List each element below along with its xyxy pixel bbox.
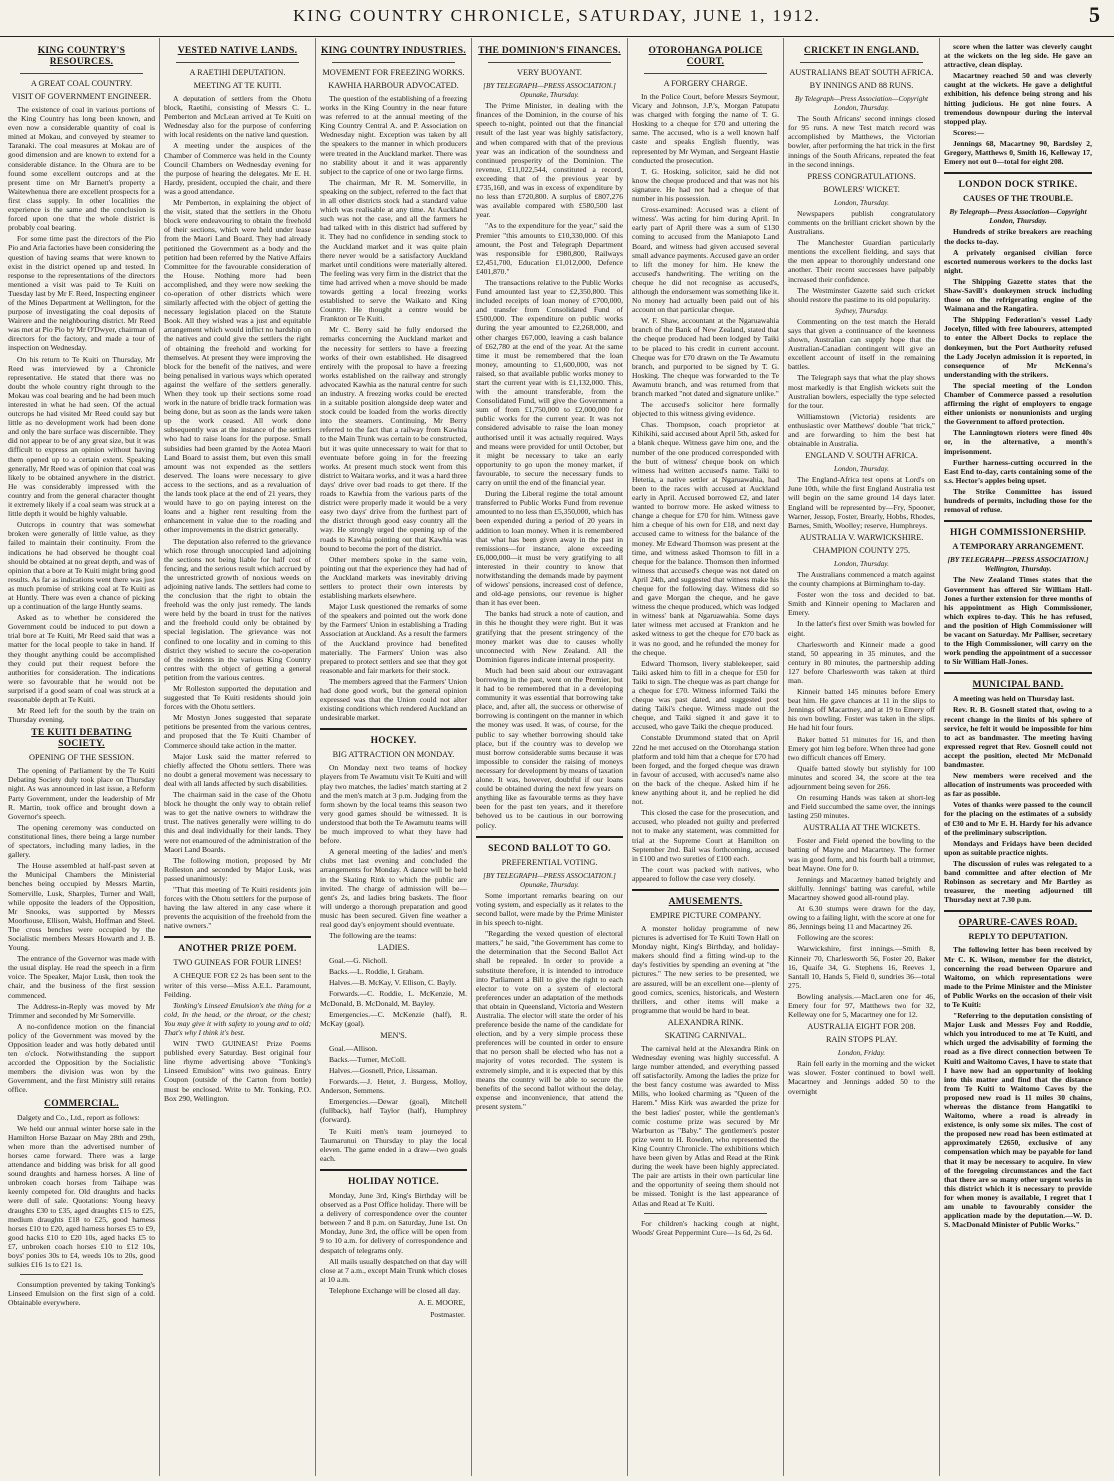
team-line: Backs.—L. Roddie, I. Graham.	[329, 967, 424, 977]
article-subheading: CHAMPION COUNTY 275.	[812, 545, 911, 555]
article-paragraph: In the latter's first over Smith was bowled for eight.	[788, 619, 935, 638]
article-subheading: MEETING AT TE KUITI.	[193, 81, 282, 90]
article-paragraph: Mr Pemberton, in explaining the object of the visit, stated that the settlers in the Ohotu block were endeavouring to obtain the freehold of their sections, which were held under lease from the Maori Land Board. They had already petitioned the Government as a body and the petition had been referred by the Native Affairs Committee for the favourable consideration of the House. Nothing more had been accomplished, and they were now seeking the co-operation of other districts which were similarly affected with the object of getting the necessary legislation placed on the Statute Book. All they wished was a just and equitable arrangement which would inflict no hardship on the natives and could give the settlers the right of obtaining the freehold and working for themselves. At present they were improving the block for the benefit of the natives, and were being penalised in various ways which operated against the welfare of the settlers generally. When they took up their sections some road work in the nature of bridle track formation was being done, but as soon as the lands were taken up the work ceased. All work done subsequently was at the instance of the settlers who had to raise loans for the purpose. Small subsidies had been granted by the Aotea Maori Land Board to assist them, but even this small amount was not expended as the settlers deserved. The loans were necessary to give access to the sections, and as a revaluation of the lands took place at the end of 21 years, they would have to go on paying interest on the loans and a higher rent resulting from the enhancement in value due to the roading and other improvements in the district generally.	[164, 198, 311, 535]
article-paragraph: Rev. R. B. Gosnell stated that, owing to a recent change in the limits of his sphere of service, he felt it would be impossible for him to act as bandmaster. The meeting having expressed regret that Rev. Gosnell could not accept the position, elected Mr McDonald bandmaster.	[944, 705, 1092, 769]
article-paragraph: At 6.30 stumps were drawn for the day, owing to a failing light, with the score at one for 86, Jennings being 11 and Macartney 26.	[788, 904, 935, 932]
article-heading: HOLIDAY NOTICE.	[348, 1176, 439, 1187]
article-paragraph: The England-Africa test opens at Lord's on June 10th, while the first England Australia test will begin on the same ground 14 days later. England will be represented by—Fry, Spooner, Warner, Jessop, Foster, Brearly, Hobbs, Rhodes, Barnes, Smith, Woolley; reserve, Humphreys.	[788, 475, 935, 530]
article-paragraph: We held our annual winter horse sale in the Hamilton Horse Bazaar on May 28th and 29th, when more than the advertised number of horses came forward. There was a large attendance and bidding was brisk for all good sound draughts and harness horses. A line of unbroken coach horses from Taihape was keenly competed for. Old draughts and hacks were dull of sale. Quotations: Young heavy draughts £30 to £35, aged draughts £15 to £25, medium draughts £18 to £25, good harness horses £10 to £20, aged harness horses £5 to £9, good hacks £10 to £20 10s, aged hacks £5 to £7, unbroken coach horses £10 to £12 10s, boys' ponies 30s to £4, weeds 10s to 20s, good sulkies £16 1s to £21 1s.	[8, 1123, 155, 1270]
article-heading: LONDON DOCK STRIKE.	[958, 180, 1078, 191]
article-paragraph: Mr Rolleston supported the deputation and suggested that Te Kuiti residents should join forces with the Ohotu settlers.	[164, 684, 311, 712]
article-paragraph: The Shipping Gazette states that the Shaw-Savill's donkeymen struck including those on the refrigerating engine of the Waimana and the Rangatira.	[944, 276, 1092, 314]
article-subheading: CAUSES OF THE TROUBLE.	[962, 194, 1074, 204]
article-paragraph: Major Lusk questioned the remarks of some of the speakers and pointed out the work done by the Farmers' Union in establishing a Trading Association at Auckland. As a result the farmers of the Auckland province had benefited materially. The Farmers' Union was also prepared to protect settlers and see that they got reasonable and fair markets for their stock.	[320, 602, 467, 675]
article-paragraph: "Referring to the deputation consisting of Major Lusk and Messrs Foy and Roddie, which you introduced to me at Te Kuiti, and which urged the advisability of forming the road as a five direct connection between Te Kuiti and Waitomo Caves, I have to state that I have now had an opportunity of looking into this matter and find that the distance from Te Kuiti to Waitomo Caves by the proposed new road is 11 miles 30 chains, whereas the distance from Hangatiki to Waitomo, where a road is already in existence, is only some six miles. The cost of the proposed new road has been estimated at approximately £2650, exclusive of any compensation which may be payable for land that it may be necessary to acquire. In view of the foregoing circumstances and the fact that there are so many other urgent works in this district which it is necessary to provide for when money is available, I regret that I am unable to favourably consider the application made by the deputation.—W. D. S. MacDonald Minister of Public Works."	[944, 1011, 1092, 1230]
article-heading: KING COUNTRY'S RESOURCES.	[37, 46, 126, 67]
team-line: Emergencies.—C. McKenzie (half), R. McKay (goal).	[320, 1009, 467, 1028]
article-paragraph: score when the latter was cleverly caught at the wickets on the leg side. He gave an attractive, clean display.	[944, 42, 1092, 70]
article-subheading: A FORGERY CHARGE.	[663, 79, 748, 88]
article-subheading: A RAETIHI DEPUTATION.	[189, 68, 286, 77]
article-paragraph: Foster won the toss and decided to bat. Smith and Kinneir opening to Maclaren and Emery.	[788, 590, 935, 618]
team-line: Goal.—G. Nicholl.	[329, 956, 388, 966]
article-paragraph: Votes of thanks were passed to the council for the placing on the estimates of a subsidy of £30 and to Mr E. H. Hardy for his advance of the preliminary subscription.	[944, 800, 1092, 837]
dateline: London, Thursday.	[834, 558, 889, 568]
article-paragraph: The discussion of rules was relegated to a band committee and after election of Mr Robinson as secretary and Mr Bartley as treasurer, the meeting adjourned till Thursday next at 7.30 p.m.	[944, 858, 1092, 905]
article-paragraph: The House assembled at half-past seven at the Municipal Chambers the Ministerial benches being occupied by Messrs Martin, Somerville, Lusk, Sharples, Turner and Wall, while opposite the leaders of the Opposition, Mr Snooks, was supported by Messrs Moorhouse, Ellison, Walsh, Hoffman and Steel. The cross benches were occupied by the Socialistic members Messrs Howarth and J. B. Young.	[8, 861, 155, 953]
article-paragraph: A meeting under the auspices of the Chamber of Commerce was held in the County Council Chambers on Wednesday evening for the purpose of hearing the delegates. Mr E. H. Hardy, president, occupied the chair, and there was a good attendance.	[164, 141, 311, 196]
article-heading: HOCKEY.	[370, 736, 417, 747]
article-paragraph: A privately organised civilian force escorted numerous workers to the docks last night.	[944, 247, 1092, 275]
article-paragraph: For some time past the directors of the Pio Pio and Aria factories have been considering the question of having seams that were known to exist in the district opened up and tested. In response to the representations of the directors mentioned a visit was paid to Te Kuiti on Tuesday last by Mr F. Reed, Inspecting engineer of the Mines Department at Wellington, for the purpose of investigating the coal deposits of Wairere and the neighbouring district. Mr Reed was met at Pio Pio by Mr O'Dwyer, chairman of directors for the factory, and made a tour of inspection on Wednesday.	[8, 234, 155, 353]
article-subheading: AUSTRALIA EIGHT FOR 208.	[807, 1022, 916, 1032]
article-paragraph: Commenting on the test match the Herald says that given a continuance of the keenness shown, Australian can supply hope that the Australian-Canadian contingent will give an excellent account of itself in the remaining battles.	[788, 316, 935, 372]
article-heading: COMMERCIAL.	[44, 1098, 119, 1109]
newspaper-title: KING COUNTRY CHRONICLE, SATURDAY, JUNE 1, 1912.	[293, 6, 821, 25]
article-paragraph: Mr Reed left for the south by the train on Thursday evening.	[8, 706, 155, 725]
article-paragraph: Edward Thomson, livery stablekeeper, said Taiki asked him to fill in a cheque for £50 for Taiki to sign. The cheque was as part change for a cheque for £70. Witness informed Taiki the cheque was past dated, and suggested post dating Taiki's cheque. Witness made out the cheque, and Taiki signed it and gave it to accused, who gave Taiki the cheque produced.	[632, 658, 779, 732]
article-paragraph: The Shipping Federation's vessel Lady Jocelyn, filled with free labourers, attempted to enter the Albert Docks to replace the donkeymen, but the Port Authority refused the Lady Jocelyn admission it is reported, in consequence of Mr McKenna's understanding with the strikers.	[944, 315, 1092, 379]
article-subheading: REPLY TO DEPUTATION.	[968, 932, 1068, 942]
article-subheading: BIG ATTRACTION ON MONDAY.	[332, 750, 455, 760]
article-subheading: PRESS CONGRATULATIONS.	[807, 171, 916, 181]
article-paragraph: On his return to Te Kuiti on Thursday, Mr Reed was interviewed by a Chronicle representative. He stated that there was no doubt the whole country right through to the Mokau was coal bearing and he had been much interested in what he had seen. Of the actual outcrops he had visited Mr Reed could say but little as no development work had been done and only the bare surface was discernible. They did not appear to be of any great size, but it was difficult to express an opinion without having them opened up to a certain extent. Speaking generally, Mr Reed was of opinion that coal was likely to be obtained anywhere in the district. He was considerably impressed with the country and from the general character thought it extremely likely if a coal seam was struck at a little depth it would be highly valuable.	[8, 354, 155, 519]
column-5	[628, 38, 784, 1476]
team-line: Forwards.—C. Roddie, L. McKenzie, M. McDonald, B. McDonald, M. Bayley.	[320, 989, 467, 1008]
advertisement-text: WIN TWO GUINEAS! Prize Poems published every Saturday. Best original four line rhyme advertising above "Tonking's Linseed Emulsion" wins two guineas. Entry Coupon (outside of the Carton from bottle) must be enclosed. Write to Mr. Tonking, P.O. Box 290, Wellington.	[164, 1039, 311, 1103]
article-heading: KING COUNTRY INDUSTRIES.	[320, 46, 467, 56]
article-paragraph: New members were received and the allocation of instruments was proceeded with as far as possible.	[944, 771, 1092, 799]
article-paragraph: The accused's solicitor here formally objected to this witness giving evidence.	[632, 400, 779, 419]
article-paragraph: On Monday next two teams of hockey players from Te Awamutu visit Te Kuiti and will play two matches, the ladies' match starting at 2 and the men's match at 3 p.m. Judging from the form shown by the local teams this season two very good games should be witnessed. It is understood that both the Te Awamutu teams will be much improved to what they have had before.	[320, 763, 467, 846]
article-paragraph: The opening ceremony was conducted on constitutional lines, there being a large number of spectators, including many ladies, in the gallery.	[8, 822, 155, 860]
article-paragraph: The chairman, Mr R. M. Somerville, in speaking on the subject, referred to the fact that in all other districts stock had a standard value which was realisable at any time. At Auckland such was not the case, and all the farmers he had talked with in this district had suffered by it. They had no confidence in sending stock to the Auckland market and it was quite plain there never would be a satisfactory Auckland market until conditions were materially altered. The feeling was very firm in the district that the time had arrived when a move should be made towards getting a local freezing works established to serve the Waikato and King Country. He thought a centre would be Frankton or Te Kuiti.	[320, 177, 467, 324]
article-paragraph: "As to the expenditure for the year," said the Premier "this amounts to £10,330,000. Of this amount, the Post and Telegraph Department was responsible for £980,800, Railways £2,451,700, Education £1,012,000, Defence £401,870."	[476, 221, 623, 276]
dateline: Sydney, Thursday.	[835, 305, 888, 315]
article-paragraph: T. G. Hosking, solicitor, said he did not know the cheque produced and that was not his signature. He had not had a cheque of that number in his possession.	[632, 166, 779, 204]
article-paragraph: Charlesworth and Kinneir made a good stand, 50 appearing in 35 minutes, and the century in 80 minutes, the partnership adding 127 before Charlesworth was taken at third man.	[788, 639, 935, 685]
article-paragraph: A meeting was held on Thursday last.	[953, 694, 1075, 704]
article-subheading: VISIT OF GOVERNMENT ENGINEER.	[11, 92, 152, 101]
article-paragraph: Other members spoke in the same vein, pointing out that the experience they had had of the Auckland markets was inevitably driving settlers to protect their own interests by establishing markets elsewhere.	[320, 554, 467, 601]
article-subheading: KAWHIA HARBOUR ADVOCATED.	[328, 81, 459, 90]
article-heading: THE DOMINION'S FINANCES.	[478, 46, 621, 56]
article-paragraph: The Strike Committee has issued hundreds of permits, including those for the removal of refuse.	[944, 486, 1092, 515]
article-heading: MUNICIPAL BAND.	[972, 680, 1064, 691]
article-subheading: RAIN STOPS PLAY.	[825, 1035, 898, 1045]
signature-name: A. E. MOORE,	[417, 1297, 465, 1307]
team-line: Halves.—B. McKay, V. Ellison, C. Bayly.	[329, 978, 457, 988]
article-paragraph: The special meeting of the London Chamber of Commerce passed a resolution affirming the right of employers to engage either unionists or nonunionists and urging the Government to afford protection.	[944, 380, 1092, 427]
article-paragraph: During the Liberal regime the total amount transferred to Public Works Fund from revenue amounted to no less than £5,350,000, which has been expended during a period of 20 years in addition to loan money. When it is remembered that what has been given away in the past in remissions—for instance, alone exceeding £6,000,000—it must be very gratifying to all interested in their country to know that notwithstanding the demands made by payment of widows' pensions, increased cost of defence, and old-age pensions, our revenue is higher than it has ever been.	[476, 489, 623, 608]
team-line: Emergencies.—Dewar (goal), Mitchell (fullback), half Taylor (half), Humphrey (forward).	[320, 1097, 467, 1125]
article-subheading: BY INNINGS AND 88 RUNS.	[809, 81, 914, 90]
article-paragraph: "Regarding the vexed question of electoral matters," he said, "the Government has come to the determination that the Second Ballot Act shall be repealed. In order to provide a substitute therefore, it is intended to introduce into Parliament a Bill to give the right to each elector to vote on a system of electoral preferences under an adaptation of the methods that obtain in Queensland, Victoria and Western Australia. The elector will state the order of his preference beside the name of the candidate for election, and by a very simple process these preferences will be counted in order to ensure that no person shall be elected who has not a majority of votes recorded. The system is extremely simple, and it is expected that by this means the country will be able to secure the benefits of the second ballot without the delay, expense and inconvenience, that attend the present system."	[476, 929, 623, 1111]
article-subheading: ALEXANDRA RINK.	[667, 1017, 744, 1027]
article-paragraph: Mr Mostyn Jones suggested that separate petitions be presented from the various centres, and proposed that the Te Kuiti Chamber of Commerce should take action in the matter.	[164, 713, 311, 750]
article-paragraph: Newspapers publish congratulatory comments on the brilliant cricket shown by the Australians.	[788, 208, 935, 237]
masthead	[0, 0, 1114, 37]
advertisement-text: Consumption prevented by taking Tonking's Linseed Emulsion on the first sign of a cold. Obtainable everywhere.	[8, 1280, 155, 1308]
article-paragraph: The opening of Parliament by the Te Kuiti Debating Society duly took place on Thursday night. As was announced in last issue, a Reform Party Government, under the leadership of Mr R. Martin, took office and brought down a Governor's speech.	[8, 766, 155, 821]
poem-text: Tonking's Linseed Emulsion's the thing for a cold, In the head, or the throat, or the chest; You may give it with safety to young and to old; That's why I think it's best.	[164, 1000, 311, 1037]
article-subheading: OPENING OF THE SESSION.	[29, 753, 134, 763]
article-heading: AMUSEMENTS.	[668, 896, 743, 907]
article-paragraph: Outcrops in country that was somewhat broken were generally of little value, as they failed to maintain their continuity. From the indications he had observed he thought coal should be obtained at no great depth, and was of opinion that a bore at Te Kuiti might bring good results. As far as indications went there was just as much promise of striking coal at Te Kuiti as at Huntly. There was even a chance of picking up a continuation of the large Huntly seams.	[8, 520, 155, 612]
article-paragraph: The Westminster Gazette said such cricket should restore the pastime to its old popularity.	[788, 285, 935, 304]
article-subheading: BOWLERS' WICKET.	[823, 184, 900, 194]
article-heading: TE KUITI DEBATING SOCIETY.	[31, 728, 132, 750]
article-paragraph: Kinneir batted 145 minutes before Emery beat him. He gave chances at 11 in the slips to Jennings off Macartney, and at 19 to Emery off his own bowling. Foster was taken in the slips. He had hit four fours.	[788, 687, 935, 733]
team-line: Halves.—Gosnell, Price, Lissaman.	[329, 1066, 438, 1075]
article-paragraph: The question of the establishing of a freezing works in the King Country in the near future was referred to at the annual meeting of the King Country Central A. and P. Association on Wednesday night. Exception was taken by all the speakers to the manner in which producers were treated in the Auckland market. There was no stability about it and it was apparently subject to the caprice of one or two large firms.	[320, 94, 467, 176]
advertisement-text: A CHEQUE FOR £2 2s has been sent to the writer of this verse—Miss A.E.L. Paramount, Feilding.	[164, 971, 311, 999]
article-subheading: AUSTRALIA AT THE WICKETS.	[802, 823, 921, 833]
article-paragraph: All mails usually despatched on that day will close at 7 a.m., except Main Trunk which closes at 10 a.m.	[320, 1256, 467, 1284]
article-paragraph: Scores:—	[953, 127, 985, 137]
article-paragraph: Mr C. Berry said he fully endorsed the remarks concerning the Auckland market and the necessity for settlers to have a freezing works of their own established. He disagreed entirely with the proposal to have a freezing works established on the railway and strongly advocated Kawhia as the natural centre for such an industry. A freezing works could be erected in a suitable position alongside deep water and stock could be loaded from the works directly into the steamers. Continuing, Mr Berry referred to the fact that a railway from Kawhia to the Main Trunk was certain to be constructed, but it was quite unnecessary to wait for that to eventuate before going in for the freezing works. At present much stock went from this district to Waitara works, and it was a hard three days' drive over bad roads to get there. If the roads to Kawhia from the various parts of the district were properly made it would be a very easy two days' drive from the furthest part of the district through good easy country all the way. He strongly urged the opening up of the roads to Kawhia pointing out that Kawhia was bound to become the port of the district.	[320, 325, 467, 553]
article-paragraph: Some important remarks bearing on our voting system, and especially as it relates to the second ballot, were made by the Prime Minister in his speech to-night.	[476, 890, 623, 928]
article-paragraph: In the Police Court, before Messrs Seymour, Vicary and Johnson, J.P.'s, Morgan Patupatu was charged with forging the name of T. G. Hosking to a cheque for £70 and uttering the same. The accused, who is a well known half caste and speaks English fluently, was represented by Mr Wyman, and Sergeant Hastie conducted the prosecution.	[632, 92, 779, 165]
article-paragraph: The chairman said in the case of the Ohotu block he thought the only way to obtain relief was to get the native owners to withdraw the trust. The natives generally were willing to do this and deal individually for their lands. They were not enamoured of the administration of the Maori Land Boards.	[164, 790, 311, 854]
article-paragraph: The New Zealand Times states that the Government has offered Sir William Hall-Jones a further extension for three months of his appointment as High Commissioner, which expires to-day. This he has refused, and the position of High Commissioner will be vacant on Saturday. Mr Palliser, secretary to the High Commissioner, will carry on the work pending the appointment of a successor to Sir William Hall-Jones.	[944, 575, 1092, 667]
article-paragraph: Asked as to whether he considered the Government could be induced to put down a trial bore at Te Kuiti, Mr Reed said that was a matter for the local people to take in hand. If they thought anything could be accomplished they could put their request before the authorities for consideration. The indications were so favourable that he would not be surprised if a good seam of coal was struck at a reasonable depth at Te Kuiti.	[8, 613, 155, 704]
article-paragraph: On resuming Hands was taken at short-leg and Field succumbed the same over, the innings lasting 250 minutes.	[788, 793, 935, 821]
article-heading: OPARURE-CAVES ROAD.	[958, 918, 1078, 929]
article-paragraph: Mondays and Fridays have been decided upon as suitable practice nights.	[944, 838, 1092, 857]
article-subheading: AUSTRALIANS BEAT SOUTH AFRICA.	[789, 68, 934, 77]
article-subheading: TWO GUINEAS FOR FOUR LINES!	[173, 958, 302, 968]
column-6	[784, 38, 940, 1476]
column-2	[160, 38, 316, 1476]
article-heading: CRICKET IN ENGLAND.	[803, 46, 920, 56]
article-paragraph: Williamstown (Victoria) residents are enthusiastic over Matthews' double "hat trick," and are forwarding to him the best hat obtainable in Australia.	[788, 411, 935, 449]
article-paragraph: This closed the case for the prosecution, and accused, who pleaded not guilty and preferred not to make any statement, was committed for trial at the Supreme Court at Hamilton on September 2nd. Bail was forthcoming, accused in £100 and two sureties of £100 each.	[632, 808, 779, 863]
column-7	[940, 38, 1096, 1476]
article-paragraph: Bowling analysis.—MacLaren one for 46, Emery four for 97, Matthews two for 32, Kelleway one for 5, Macartney one for 12.	[788, 991, 935, 1020]
article-paragraph: The existence of coal in various portions of the King Country has long been known, and even now a considerable quantity of coal is mined at Mokau, and conveyed by steamer to Taranaki. The coal measures at Mokau are of good dimension and are known to extend for a considerable distance. In the Ohura are to be found some excellent outcrops and at the present time on Mr Barnett's property a Waitewhenua there are excellent prospects for a first class supply. In other localities the experience is the same and the conclusion is forced upon one that the whole district is probably coal bearing.	[8, 105, 155, 233]
article-paragraph: "That this meeting of Te Kuiti residents join forces with the Ohotu settlers for the purpose of having the law altered in any case where it prevents the acquisition of the freehold from the native owners."	[164, 884, 311, 931]
article-subheading: MOVEMENT FOR FREEZING WORKS.	[322, 68, 465, 77]
article-heading: HIGH COMMISSIONERSHIP.	[949, 528, 1087, 539]
article-subheading: SKATING CARNIVAL.	[664, 1030, 747, 1040]
article-paragraph: Telephone Exchange will be closed all day.	[329, 1285, 461, 1295]
article-paragraph: The Prime Minister, in dealing with the finances of the Dominion, in the course of his speech to-night, pointed out that the financial result of the last year was highly satisfactory, and when compared with that of the previous year was an indication of the soundness and continued prosperity of the Dominion. The revenue, £11,022,544, constituted a record, exceeding that of the previous year by £735,160, and was in excess of expenditure by no less than £720,800. A surplus of £807,276 was available compared with £580,500 last year.	[476, 101, 623, 220]
advertisement-text: For children's hacking cough at night, Woods' Great Peppermint Cure—1s 6d, 2s 6d.	[632, 1218, 779, 1237]
article-paragraph: Hundreds of strike breakers are reaching the docks to-day.	[944, 227, 1092, 246]
article-subheading: AUSTRALIA V. WARWICKSHIRE.	[799, 532, 924, 542]
article-paragraph: The Lanningtown rioters were fined 40s or, in the alternative, a month's imprisonment.	[944, 428, 1092, 456]
page-number: 5	[1089, 2, 1100, 27]
page-columns	[4, 38, 1110, 1476]
article-paragraph: Jennings 68, Macartney 90, Bardsley 2, Gregory, Matthews 0, Smith 16, Kelleway 17, Emery not out 0—total for eight 208.	[944, 138, 1092, 167]
article-paragraph: Warwickshire, first innings.—Smith 8, Kinneir 70, Charlesworth 56, Foster 20, Baker 16, Quaife 34, G. Stephens 16, Reeves 1, Santall 10, Hands 5, Field 0, sundries 36—total 275.	[788, 944, 935, 990]
article-paragraph: The banks had struck a note of caution, and in this he thought they were right. But it was gratifying that the present stringency of the money market was due to causes wholly unconnected with New Zealand. All the Dominion figures indicate internal prosperity.	[476, 609, 623, 664]
article-paragraph: W. F. Shaw, accountant at the Ngaruawahia branch of the Bank of New Zealand, stated that the cheque produced had been lodged by Taiki to be placed to his credit in current account. Cheque was for £70 drawn on the Te Awamutu branch, and purported to be signed by T. G. Hosking. The cheque was forwarded to the Te Awamutu branch, and was returned from that branch marked "not dated and signature unlike."	[632, 316, 779, 398]
article-paragraph: A monster holiday programme of new pictures is advertised for Te Kuiti Town Hall on Monday night, King's Birthday, and holiday-makers should find a fitting wind-up to the day's festivities by spending an evening at "the pictures." The new series to be presented, we are assured, will be an excellent one—plenty of good comics, scenics, historicals, and Western thrillers, and other items will make a programme that would be hard to beat.	[632, 923, 779, 1015]
article-paragraph: The transactions relative to the Public Works Fund amounted last year to £2,350,800. This included receipts of loan money of £700,000, and transfer from Consolidated Fund of £500,000. The expenditure on public works during the year amounted to £2,268,000, and other charges £67,000, leaving a cash balance of £62,780 at the end of the year. At the same time it must be remembered that the loan money, amounting to £1,600,000, was not raised, so that available public works money to start the current year with is £1,132,000. This, with the amount transferable, from the Consolidated Fund, will give the Government a sum of from £1,750,000 to £2,000,000 for public works for the current year. It was not considered advisable to raise the loan money authorised until it was actually required. Ways and means were provided for until October, but it might be necessary to take an early opportunity to go upon the money market, if favourable, to secure the necessary funds to carry on until the end of the financial year.	[476, 277, 623, 488]
article-paragraph: A general meeting of the ladies' and men's clubs met last evening and concluded the arrangements for Monday. A dance will be held in the Skating Rink to which the public are invited. The charge of admission will be—gent's 2s, and ladies bring baskets. The floor will undergo a thorough preparation and good music has been secured. Given fine weather a real good day's enjoyment should eventuate.	[320, 847, 467, 929]
team-heading: MEN'S.	[380, 1030, 407, 1040]
article-subheading: EMPIRE PICTURE COMPANY.	[650, 910, 761, 920]
article-paragraph: The following motion, proposed by Mr Rolleston and seconded by Major Lusk, was passed unanimously:	[164, 855, 311, 883]
article-paragraph: The Address-in-Reply was moved by Mr Trimmer and seconded by Mr Somerville.	[8, 1001, 155, 1020]
article-heading: ANOTHER PRIZE POEM.	[178, 944, 297, 955]
team-line: Backs.—Turner, McColl.	[329, 1054, 407, 1064]
article-paragraph: A no-confidence motion on the financial policy of the Government was moved by the Opposition leader and was hotly debated until ten o'clock. Notwithstanding the support accorded the Opposition by the Socialistic members the division was won by the Government, and the first Ministry still retains office.	[8, 1021, 155, 1095]
article-heading: VESTED NATIVE LANDS.	[177, 46, 298, 56]
signature-title: Postmaster.	[430, 1310, 465, 1320]
article-paragraph: The court was packed with natives, who appeared to follow the case very closely.	[632, 864, 779, 883]
article-paragraph: Foster and Field opened the bowling to the batting of Mayne and Macartney. The former was in good form, and his fourth ball a trimmer, beat Mayne. One for 0.	[788, 836, 935, 873]
column-3	[316, 38, 472, 1476]
dateline: [BY TELEGRAPH—PRESS ASSOCIATION.] Opunake, Thursday.	[483, 81, 616, 100]
article-subheading: VERY BUOYANT.	[517, 68, 582, 77]
article-paragraph: Major Lusk said the matter referred to chiefly affected the Ohotu settlers. There was no doubt a general movement was necessary to deal with all lands affected by such disabilities.	[164, 751, 311, 788]
team-line: Goal.—Allison.	[329, 1043, 378, 1053]
article-heading: OTOROHANGA POLICE COURT.	[648, 46, 763, 67]
article-paragraph: Dalgety and Co., Ltd., report as follows:	[17, 1112, 140, 1122]
article-heading: SECOND BALLOT TO GO.	[488, 843, 611, 854]
dateline: London, Friday.	[837, 1048, 886, 1058]
dateline: [BY TELEGRAPH—PRESS ASSOCIATION.] Wellington, Thursday.	[947, 555, 1089, 574]
article-subheading: A TEMPORARY ARRANGEMENT.	[952, 542, 1084, 552]
article-paragraph: The Australians commenced a match against the county champions at Birmingham to-day.	[788, 569, 935, 589]
article-paragraph: Te Kuiti men's team journeyed to Taumarunui on Thursday to play the local eleven. The game ended in a draw—two goals each.	[320, 1126, 467, 1163]
article-subheading: PREFERENTIAL VOTING.	[501, 857, 598, 867]
article-paragraph: The following letter has been received by Mr C. K. Wilson, member for the district, concerning the road between Oparure and Waitomo, on which representations were made to the Prime Minister and the Minister of Public Works on the occasion of their visit to Te Kuiti:	[944, 945, 1092, 1009]
article-paragraph: Much had been said about our extravagant borrowing in the past, went on the Premier, but it had to be remembered that in a developing community it was essential that borrowing take place, and, after all, the success or otherwise of borrowing is contingent on the manner in which the money was used. It was, of course, for the public to say whether borrowing should take place, but if the country was to develop we must borrow considerable sums because it was impossible to consider the raising of moneys necessary for development by means of taxation alone. It was, however, doubtful if our loans could be obtained during the next few years on anything like as favourable terms as they have been for the past ten years, and it therefore behoved us to be cautious in our borrowing policy.	[476, 665, 623, 830]
article-paragraph: The carnival held at the Alexandra Rink on Wednesday evening was highly successful. A large number attended, and everything passed off satisfactorily. Among the ladies the prize for the best fancy costume was awarded to Miss Mills, who looked charming as "Queen of the Harem." Miss Kirk was awarded the prize for the best ladies' poster, while the gentleman's comic costume prize was secured by Mr Warburton as "Baby." The gentlemen's poster prize went to H. Rowden, who represented the King Country Chronicle. The exhibitions which have been given by Atlas and Read at the Rink during the week have been highly appreciated. The pair are artists in their own particular line and the opportunity of seeing them should not be missed. Tonight is the last appearance of Atlas and Read at Te Kuiti.	[632, 1043, 779, 1208]
article-paragraph: Jennings and Macartney batted brightly and skilfully. Jennings' batting was careful, while Macartney showed good all-round play.	[788, 874, 935, 902]
article-paragraph: Constable Drummond stated that on April 22nd he met accused on the Otorohanga station platform and told him that a cheque for £70 had been forged, and the forged cheque was drawn in favour of accused, with accused's name also on the back of the cheque. Asked him if he knew anything about it, and he replied he did not.	[632, 733, 779, 807]
dateline: By Telegraph—Press Association—Copyright London, Thursday.	[794, 94, 929, 113]
article-paragraph: Following are the scores:	[797, 933, 874, 943]
dateline: London, Thursday.	[834, 197, 889, 207]
article-paragraph: Monday, June 3rd, King's Birthday will be observed as a Post Office holiday. There will be a delivery of correspondence over the counter between 7 and 8 p.m. on Saturday, June 1st. On Monday, June 3rd, the office will be open from 9 to 10 a.m. for delivery of correspondence and despatch of telegrams only.	[320, 1190, 467, 1255]
article-paragraph: Further harness-cutting occurred in the East End to-day, carts containing some of the s.s. Hector's apples being upset.	[944, 457, 1092, 485]
dateline: London, Thursday.	[834, 464, 889, 474]
column-4	[472, 38, 628, 1476]
article-paragraph: Chas. Thompson, coach proprietor at Kihikihi, said accused about April 5th, asked for a blank cheque. Witness gave him one, and the number of the one produced corresponded with the butt of witness' cheque book on which witness had written accused's name. Taiki to Hetetia, a native settler at Ngaruawahia, had been to the races with accused at Auckland early in April. Accused borrowed £2, and later wanted to borrow more. He asked witness to change a cheque for £70 for him. Witness gave him a cheque of his own for £18, and next day accused came to witness for the balance of the money. Mr Edward Thomson was present at the time, and witness asked Thomson to fill in a cheque for the balance. Thomson then informed witness that accused's cheque was not dated on April 24th, and suggested that witness make his cheque for the following day. Witness did so and gave Morgan the cheque, and he gave witness the cheque produced, which was lodged in witness' bank at Ngaruawahia. Some days later witness met accused at Frankton and he asked witness to get the cheque for £70 back as it was no good, and he refunded the money for the cheque.	[632, 420, 779, 657]
dateline: [BY TELEGRAPH—PRESS ASSOCIATION.] Opunake, Thursday.	[483, 870, 616, 889]
article-paragraph: The deputation also referred to the grievance which rose through unoccupied land adjoining the sections not being liable for half cost of fencing, and the serious result which accrued by the unrestricted growth of noxious weeds on adjoining native lands. The settlers had come to the conclusion that the right to obtain the freehold was the only just remedy. The lands were held by the board in trust for the natives and the freehold could only be obtained by special legislation. The grievance was not confined to one locality and in coming to this district they wished to secure the co-operation of the residents in the various King Country centres with the object of getting a general petition from the various centres.	[164, 536, 311, 682]
article-subheading: A GREAT COAL COUNTRY.	[30, 79, 133, 88]
article-paragraph: The entrance of the Governor was made with the usual display. He read the speech in a firm voice. The Speaker, Major Lusk, then took the chair, and the business of the first session commenced.	[8, 954, 155, 1000]
article-paragraph: The members agreed that the Farmers' Union had done good work, but the general opinion expressed was that the Union could not alter existing conditions which rendered Auckland an undesirable market.	[320, 676, 467, 723]
team-line: Forwards.—J. Hetet, J. Burgess, Molloy, Anderson, Semmens.	[320, 1077, 467, 1096]
article-paragraph: Baker batted 51 minutes for 16, and then Emery got him leg before. When three had gone two difficult chances off Emery.	[788, 734, 935, 762]
column-1	[4, 38, 160, 1476]
team-heading: LADIES.	[377, 943, 410, 953]
article-paragraph: The Telegraph says that what the play shows most markedly is that English wickets suit the Australian bowlers, especially the type selected for the tour.	[788, 373, 935, 410]
article-paragraph: The South Africans' second innings closed for 95 runs. A new Test match record was accomplished by Matthews, the Victorian bowler, after performing the hat trick in the first innings of the South Africans, repeated the feat in the second innings.	[788, 114, 935, 169]
article-paragraph: Quaife batted slowly but stylishly for 100 minutes and scored 34, the score at the tea adjournment being seven for 266.	[788, 763, 935, 791]
article-paragraph: Rain fell early in the morning and the wicket was slower. Foster continued to bowl well. Macartney and Jennings added 50 to the overnight	[788, 1059, 935, 1096]
article-subheading: ENGLAND V. SOUTH AFRICA.	[805, 451, 918, 461]
article-paragraph: The following are the teams:	[329, 931, 417, 941]
article-paragraph: Cross-examined: Accused was a client of witness'. Was acting for him during April. In early part of April there was a sum of £130 coming to accused from the Maniapoto Land Board, and witness had given accused several small advance payments. Accused gave an order to lift the money for him. He knew the accused's handwriting. The writing on the cheque he did not recognise as accused's, although the endorsement was something like it. No money had actually been paid out of his account on that particular cheque.	[632, 205, 779, 315]
article-paragraph: A deputation of settlers from the Ohotu block, Raetihi, consisting of Messrs C. L. Pemberton and McLean arrived at Te Kuiti on Wednesday also for the purpose of conferring with local residents on the native land question.	[164, 94, 311, 140]
article-paragraph: The Manchester Guardian particularly mentions the excellent fielding, and says that the men appear to thoroughly understand one another. Their recent successes have palpably increased their confidence.	[788, 238, 935, 284]
article-paragraph: Macartney reached 50 and was cleverly caught at the wickets. He gave a delightful exhibition, his defence being strong and his hitting judicious. He got nine fours. A tremendous downpour during the interval stopped play.	[944, 71, 1092, 126]
dateline: By Telegraph—Press Association—Copyright London, Thursday.	[949, 207, 1087, 226]
